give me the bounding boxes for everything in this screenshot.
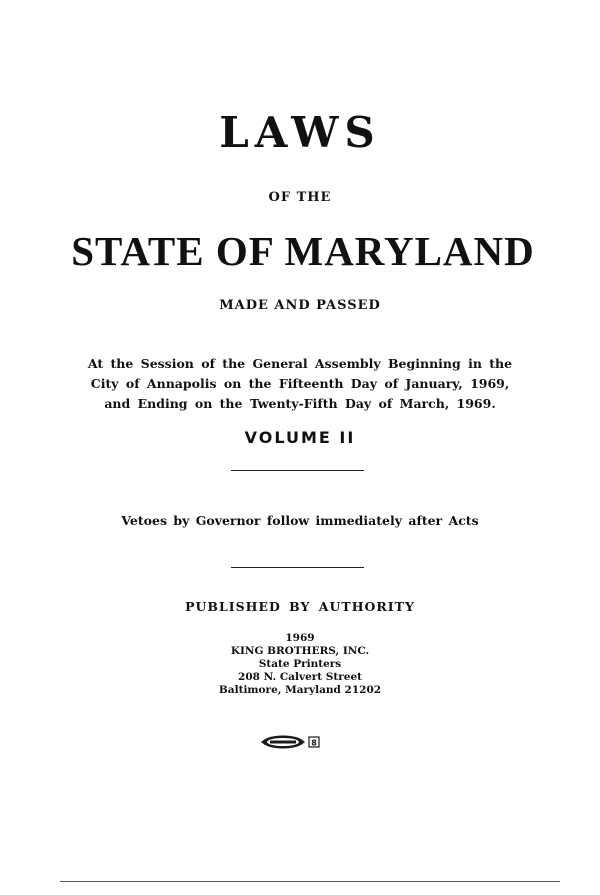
session-statement	[0, 354, 600, 414]
imprint-role: State Printers	[258, 658, 342, 670]
session-line-3: and Ending on the Twenty-Fifth Day of March, 1969.	[104, 396, 496, 411]
title-of-the: OF THE	[268, 190, 332, 205]
imprint-year: 1969	[285, 632, 315, 644]
published-by-authority: PUBLISHED BY AUTHORITY	[185, 599, 415, 614]
made-and-passed: MADE AND PASSED	[219, 298, 381, 313]
title-laws: LAWS	[219, 108, 381, 157]
printer-imprint	[0, 632, 600, 697]
divider-rule-top	[231, 470, 364, 471]
imprint-city: Baltimore, Maryland 21202	[218, 684, 382, 696]
vetoes-note: Vetoes by Governor follow immediately after Acts	[121, 513, 479, 528]
imprint-printer: KING BROTHERS, INC.	[230, 645, 370, 657]
session-line-2: City of Annapolis on the Fifteenth Day of January, 1969,	[90, 376, 510, 391]
session-line-1: At the Session of the General Assembly Beginning in the	[87, 356, 513, 371]
volume-label: VOLUME II	[244, 428, 356, 447]
imprint-street: 208 N. Calvert Street	[238, 671, 362, 683]
title-state-of-maryland: STATE OF MARYLAND	[71, 228, 535, 274]
union-label-number: 8	[311, 738, 317, 748]
divider-rule-bottom	[231, 567, 364, 568]
union-label-icon	[256, 734, 326, 750]
page-bottom-edge	[60, 881, 560, 882]
